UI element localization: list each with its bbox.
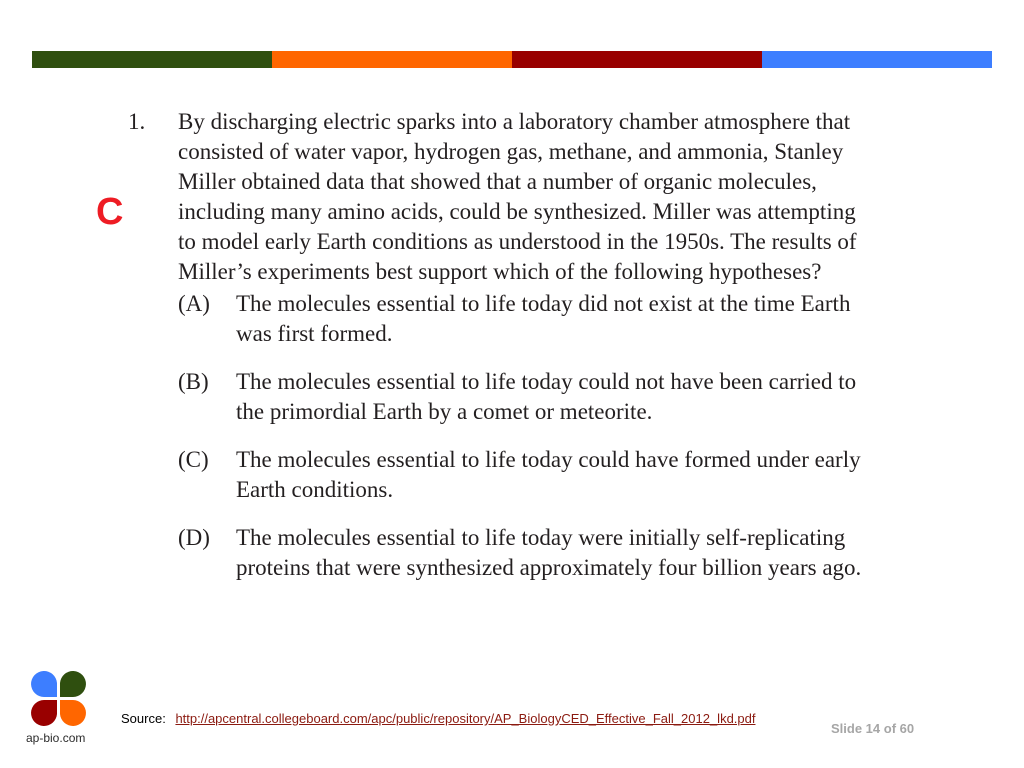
choice-text: The molecules essential to life today could not have been carried to the primordial Earth by a comet or meteorite. <box>236 369 857 424</box>
choice-text: The molecules essential to life today could have formed under early Earth conditions. <box>236 447 861 502</box>
header-bar-orange <box>272 51 512 68</box>
header-color-bar <box>32 51 992 68</box>
question-stem: By discharging electric sparks into a laboratory chamber atmosphere that consisted of water vapor, hydrogen gas, methane, and ammonia, Stanley Miller obtained data that showed that a number of organic molecules, including many amino acids, could be synthesized. Miller was attempting to model early Earth conditions as understood in the 1950s. The results of Miller’s experiments best support which of the following hypotheses? <box>178 109 857 284</box>
source-label: Source: <box>121 711 166 726</box>
choice-text: The molecules essential to life today were initially self-replicating proteins that were synthesized approximately four billion years ago. <box>236 525 862 580</box>
logo-leaf-top-right <box>60 671 86 697</box>
header-bar-blue <box>762 51 992 68</box>
source-citation <box>121 711 755 726</box>
choice-letter: (A) <box>178 291 210 316</box>
slide-number: Slide 14 of 60 <box>831 721 915 736</box>
ap-bio-logo-icon <box>30 670 87 727</box>
choice-b <box>178 367 876 427</box>
logo-leaf-bottom-left <box>31 700 57 726</box>
choice-text: The molecules essential to life today did not exist at the time Earth was first formed. <box>236 291 851 346</box>
source-link[interactable]: http://apcentral.collegeboard.com/apc/public/repository/AP_BiologyCED_Effective_Fall_2012_lkd.pdf <box>175 711 756 726</box>
answer-choices <box>178 289 888 583</box>
choice-d <box>178 523 876 583</box>
logo-leaf-top-left <box>31 671 57 697</box>
logo-caption: ap-bio.com <box>26 731 86 745</box>
header-bar-red <box>512 51 762 68</box>
choice-a <box>178 289 876 349</box>
header-bar-green <box>32 51 272 68</box>
question-block <box>128 107 888 601</box>
choice-letter: (D) <box>178 525 210 550</box>
question-number: 1. <box>128 109 146 134</box>
choice-letter: (B) <box>178 369 209 394</box>
choice-letter: (C) <box>178 447 209 472</box>
choice-c <box>178 445 876 505</box>
answer-marker: C <box>96 191 124 233</box>
logo-leaf-bottom-right <box>60 700 86 726</box>
